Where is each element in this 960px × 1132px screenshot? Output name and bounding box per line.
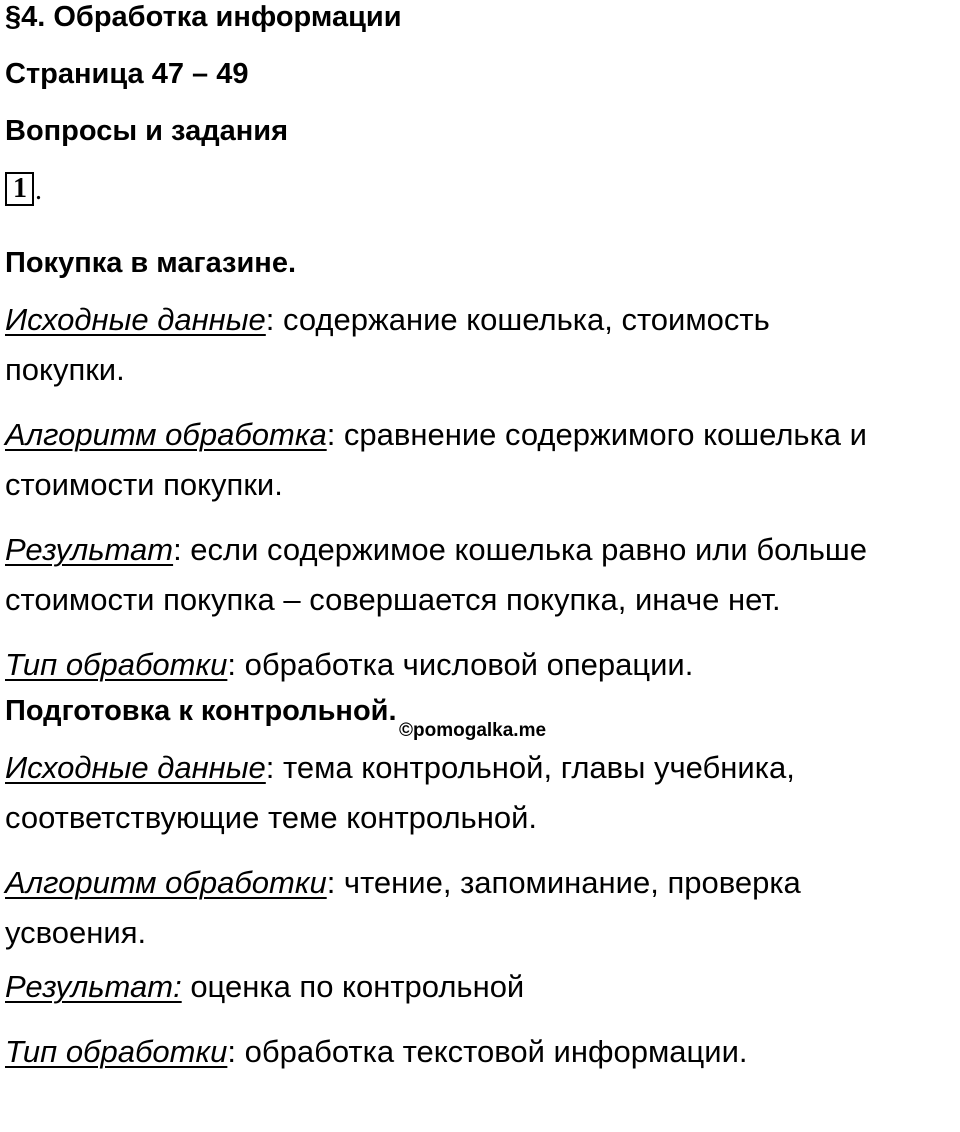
task-number	[5, 168, 955, 206]
document-page	[5, 0, 955, 1077]
block2-result	[5, 962, 955, 1012]
term-label: Результат	[5, 532, 174, 567]
block2-input-data	[5, 743, 885, 843]
term-text: : сравнение содержимого кошелька и стоимости покупки.	[5, 417, 867, 502]
watermark: ©pomogalka.me	[399, 720, 547, 741]
block2-algorithm	[5, 858, 905, 958]
block1-title: Покупка в магазине.	[5, 247, 297, 279]
term-label: Алгоритм обработки	[5, 865, 327, 900]
block2-processing-type	[5, 1027, 955, 1077]
term-label: Исходные данные	[5, 302, 266, 337]
term-text: : если содержимое кошелька равно или больше стоимости покупка – совершается покупка, иначе нет.	[5, 532, 867, 617]
block1-algorithm	[5, 410, 960, 510]
block1-processing-type	[5, 640, 955, 690]
block1-result	[5, 525, 960, 625]
block1-input-data	[5, 295, 865, 395]
term-text: : чтение, запоминание, проверка усвоения.	[5, 865, 801, 950]
term-text: : тема контрольной, главы учебника, соответствующие теме контрольной.	[5, 750, 795, 835]
task-number-dot: .	[35, 175, 42, 206]
task-number-box: 1	[5, 172, 34, 206]
term-text: : содержание кошелька, стоимость покупки.	[5, 302, 770, 387]
term-text: : обработка числовой операции.	[227, 647, 694, 682]
term-label: Тип обработки	[5, 647, 228, 682]
section-heading: §4. Обработка информации	[5, 1, 402, 33]
term-text: : обработка текстовой информации.	[227, 1034, 748, 1069]
term-label: Алгоритм обработка	[5, 417, 327, 452]
term-label: Исходные данные	[5, 750, 266, 785]
page-range-heading: Страница 47 – 49	[5, 58, 249, 90]
term-text: оценка по контрольной	[181, 969, 525, 1004]
questions-heading: Вопросы и задания	[5, 115, 289, 147]
term-label: Результат:	[5, 969, 182, 1004]
block2-title: Подготовка к контрольной.	[5, 695, 397, 727]
term-label: Тип обработки	[5, 1034, 228, 1069]
